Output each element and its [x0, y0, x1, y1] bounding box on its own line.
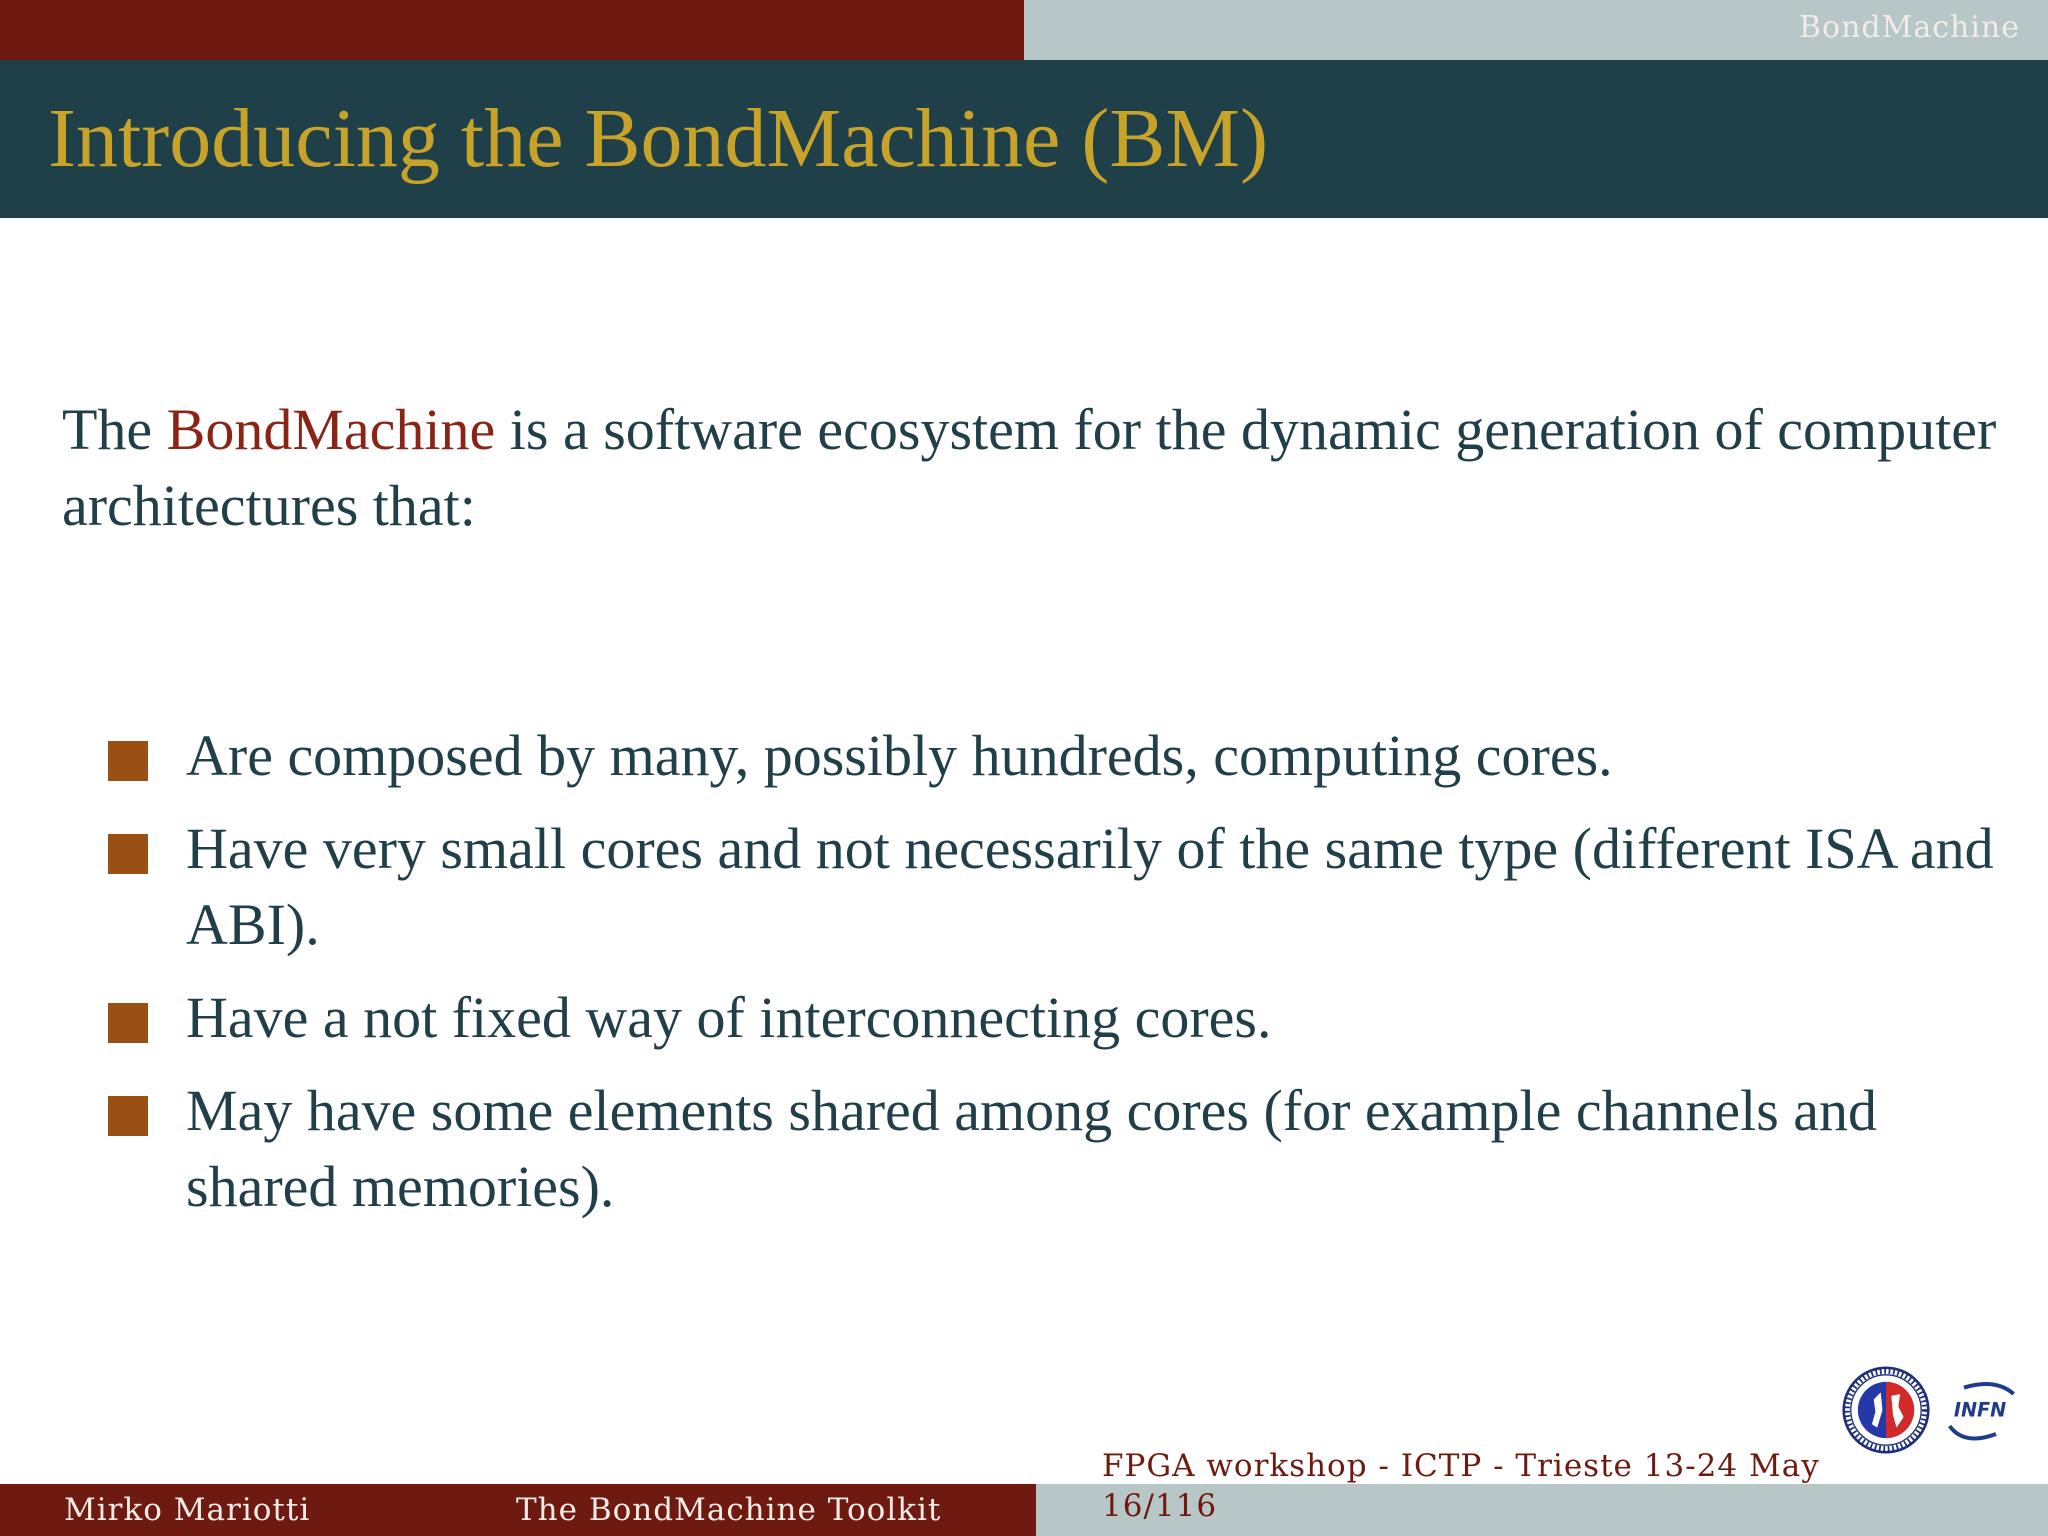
university-seal-icon — [1842, 1366, 1930, 1454]
bullet-text: Have a not fixed way of interconnecting cores. — [186, 985, 1272, 1050]
list-item — [108, 811, 2008, 963]
bullet-text: Are composed by many, possibly hundreds, computing cores. — [186, 723, 1613, 788]
list-item — [108, 980, 2008, 1056]
header-bar-left — [0, 0, 1024, 60]
infn-logo-icon — [1940, 1370, 2020, 1450]
list-item — [108, 1073, 2008, 1225]
square-bullet-icon — [108, 1003, 148, 1043]
footer-event-info[interactable] — [1102, 1446, 1820, 1526]
infn-logo-text: INFN — [1953, 1398, 2007, 1422]
bullet-list — [108, 718, 2008, 1242]
slide-title: Introducing the BondMachine (BM) — [48, 92, 1269, 185]
footer-event: FPGA workshop - ICTP - Trieste 13-24 May — [1102, 1448, 1820, 1484]
footer-talk-title[interactable]: The BondMachine Toolkit — [516, 1492, 942, 1528]
square-bullet-icon — [108, 834, 148, 874]
intro-paragraph — [62, 392, 2002, 544]
footer-page-number: 16/116 — [1102, 1488, 1218, 1524]
square-bullet-icon — [108, 741, 148, 781]
bullet-text: May have some elements shared among cores (for example channels and shared memories). — [186, 1078, 1878, 1219]
square-bullet-icon — [108, 1096, 148, 1136]
intro-text-after: is a software ecosystem for the dynamic generation of computer architectures that: — [62, 397, 1997, 538]
bullet-text: Have very small cores and not necessarily of the same type (different ISA and ABI). — [186, 816, 1994, 957]
intro-text-before: The — [62, 397, 167, 462]
header-section-name[interactable]: BondMachine — [1798, 10, 2020, 45]
list-item — [108, 718, 2008, 794]
footer-author[interactable]: Mirko Mariotti — [64, 1492, 311, 1528]
title-bar — [0, 60, 2048, 218]
intro-highlight-term: BondMachine — [166, 397, 496, 462]
